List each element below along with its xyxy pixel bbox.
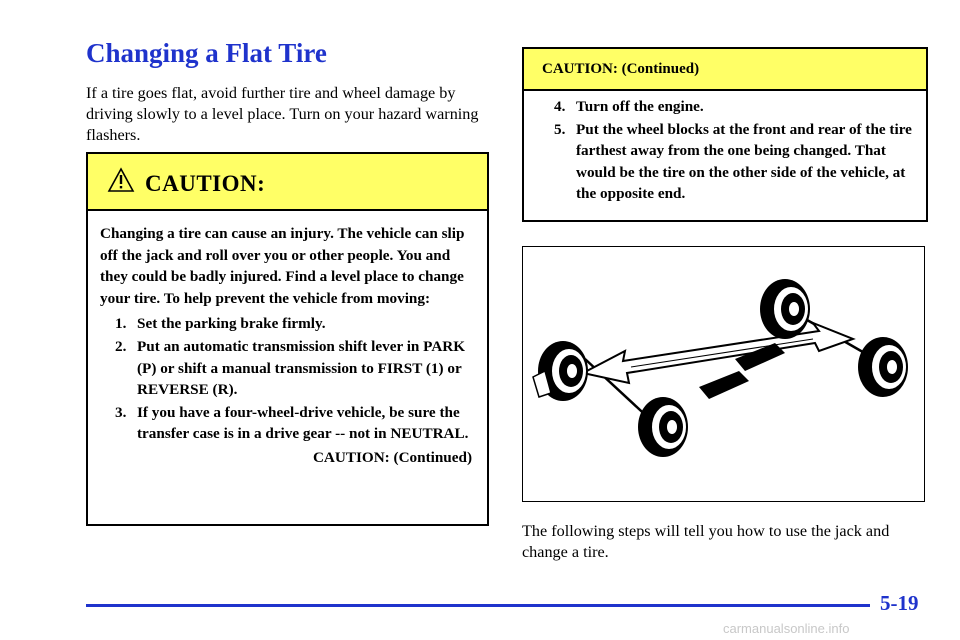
footer-rule — [86, 604, 870, 607]
caution-body — [88, 211, 487, 469]
step-item: 2. Put an automatic transmission shift lever in PARK (P) or shift a manual transmission to FIRST (1) or REVERSE (R). — [115, 337, 466, 399]
caution-box — [86, 152, 489, 526]
page-number: 5-19 — [880, 591, 919, 615]
caution-continued-box — [522, 47, 928, 222]
caution-heading: CAUTION: — [145, 171, 266, 196]
step-item: 5. Put the wheel blocks at the front and rear of the tire farthest away from the one being changed. That would be the tire on the other side of the vehicle, at the opposite end. — [554, 120, 912, 203]
caution-text: Changing a tire can cause an injury. The vehicle can slip off the jack and roll over you or other people. You and they could be badly injured. Find a level place to change your tire. To help prevent the vehicle from moving: — [100, 225, 465, 307]
watermark: carmanualsonline.info — [723, 621, 850, 636]
step-item: 3. If you have a four-wheel-drive vehicle, be sure the transfer case is in a drive gear -- not in NEUTRAL. — [115, 403, 469, 443]
page-title: Changing a Flat Tire — [86, 38, 327, 68]
step-item: 1. Set the parking brake firmly. — [115, 315, 326, 333]
caution-continued-heading: CAUTION: (Continued) — [524, 49, 926, 91]
intro-paragraph: If a tire goes flat, avoid further tire and wheel damage by driving slowly to a level place. Turn on your hazard warning flashers. — [86, 84, 479, 144]
caution-continued-steps — [524, 96, 926, 205]
caution-continued-label: CAUTION: (Continued) — [312, 448, 472, 466]
wheel-diagram-figure — [522, 246, 925, 502]
step-item: 4. Turn off the engine. — [554, 98, 704, 115]
caution-header — [88, 154, 487, 211]
outro-paragraph: The following steps will tell you how to use the jack and change a tire. — [522, 522, 890, 561]
warning-triangle-icon — [107, 167, 135, 193]
wheel-diagram-illustration — [523, 247, 923, 500]
caution-steps — [100, 313, 473, 445]
